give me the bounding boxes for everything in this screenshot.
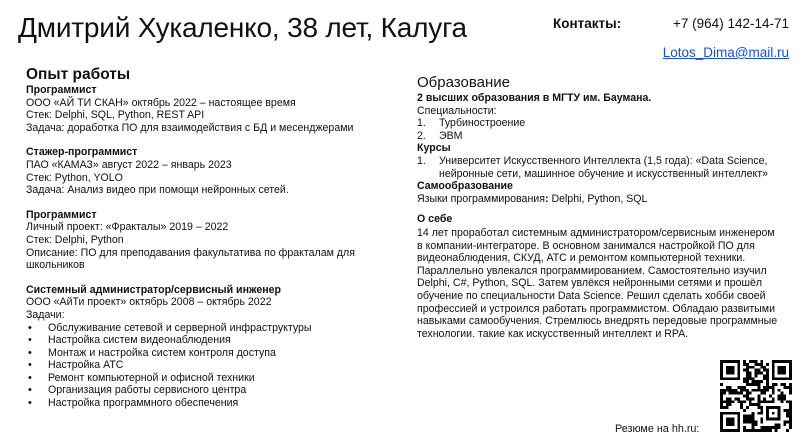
course-text: Университет Искусственного Интеллекта (1,5 года): «Data Science, нейронные сети, машинное обучение и искусственный интеллект» [439, 154, 768, 180]
job-line: ООО «АйТи проект» октябрь 2008 – октябрь 2022 [26, 296, 272, 309]
specialties-label: Специальности: [417, 104, 497, 117]
job-line: Стек: Delphi, SQL, Python, REST API [26, 109, 205, 122]
candidate-name: Дмитрий Хукаленко, 38 лет, Калуга [18, 12, 467, 43]
job-line: Задача: доработка ПО для взаимодействия с БД и месенджерами [26, 121, 354, 134]
degrees-line: 2 высших образования в МГТУ им. Баумана. [417, 92, 652, 104]
job-entry [26, 284, 386, 410]
hh-resume-label: Резюме на hh.ru: [615, 423, 700, 435]
job-entry [26, 84, 386, 134]
specialty-item [417, 130, 783, 143]
languages-label: Языки программирования [417, 192, 545, 205]
experience-section [26, 66, 386, 422]
job-line: ООО «АЙ ТИ СКАН» октябрь 2022 – настоящее время [26, 96, 296, 109]
courses-list [417, 155, 783, 180]
experience-title: Опыт работы [26, 66, 131, 83]
qr-code-icon[interactable] [720, 360, 792, 432]
task-item: • Ремонт компьютерной и офисной техники [26, 372, 386, 385]
job-line: Стек: Python, YOLO [26, 171, 123, 184]
job-line: Задачи: [26, 308, 65, 321]
job-position: Программист [26, 208, 97, 221]
contacts-block [553, 16, 789, 60]
task-item: • Монтаж и настройка систем контроля доступа [26, 347, 386, 360]
list-number: 1. [417, 154, 426, 167]
task-item: • Настройка программного обеспечения [26, 397, 386, 410]
contacts-label: Контакты: [553, 16, 622, 31]
education-title: Образование [417, 74, 510, 91]
job-line: Задача: Анализ видео при помощи нейронных сетей. [26, 184, 289, 197]
job-entry [26, 209, 386, 272]
specialty-text: ЭВМ [439, 129, 463, 142]
task-item: • Настройка АТС [26, 359, 386, 372]
email-link[interactable]: Lotos_Dima@mail.ru [662, 45, 789, 60]
task-item: • Организация работы сервисного центра [26, 384, 386, 397]
job-position: Программист [26, 84, 97, 96]
job-entry [26, 146, 386, 196]
specialty-text: Турбиностроение [439, 117, 526, 130]
list-number: 1. [417, 117, 426, 130]
languages-value: Delphi, Python, SQL [548, 192, 648, 205]
specialties-list [417, 117, 783, 142]
task-item: • Обслуживание сетевой и серверной инфраструктуры [26, 322, 386, 335]
job-position: Стажер-программист [26, 146, 138, 159]
job-line: Стек: Delphi, Python [26, 233, 124, 246]
task-item: • Настройка систем видеонаблюдения [26, 334, 386, 347]
job-position: Системный администратор/сервисный инженер [26, 283, 281, 296]
about-title: О себе [417, 213, 453, 226]
course-item [417, 155, 783, 180]
education-section [417, 74, 783, 340]
self-education-label: Самообразование [417, 180, 513, 193]
courses-label: Курсы [417, 142, 451, 155]
list-number: 2. [417, 129, 426, 142]
specialty-item [417, 117, 783, 130]
task-list [26, 322, 386, 410]
about-text: 14 лет проработал системным администратором/сервисным инженером в компании-интеграторе. В основном занимался настройкой ПО для видеонаблюдения, СКУД, АТС и ремонтом компьютерной техники. Параллельно увлекался программированием. Самостоятельно изучил Delphi, C#, Python, SQL. Затем увлёкся нейронными сетями и прошёл обучение по специальности Data Science. Решил сделать хобби своей профессией и устроился работать программистом. Обладаю развитыми навыками самообучения. Стремлюсь внедрять передовые программные технологии. такие как искусственный интеллект и RPA. [417, 226, 778, 340]
job-line: Личный проект: «Фракталы» 2019 – 2022 [26, 221, 229, 234]
job-line: ПАО «КАМАЗ» август 2022 – январь 2023 [26, 158, 232, 171]
job-line: Описание: ПО для преподавания факультатива по фракталам для школьников [26, 246, 355, 272]
self-education-line [417, 193, 783, 206]
languages-colon: : [544, 192, 549, 205]
phone-number: +7 (964) 142-14-71 [673, 16, 789, 31]
